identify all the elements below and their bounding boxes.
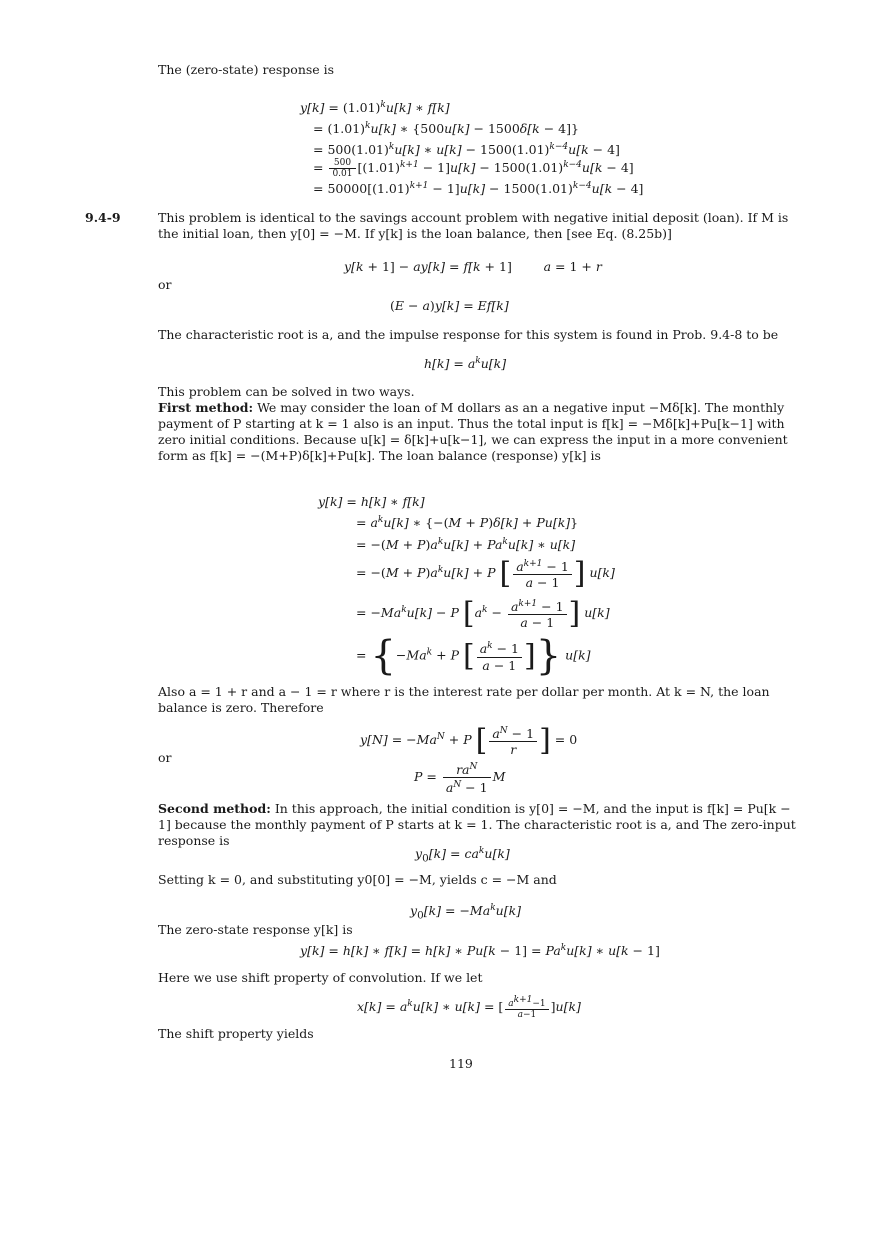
eq-loan-line-3: = $-(M + P)a^ku[k] + Pa^ku[k]$ ∗ u[k] (356, 537, 576, 553)
second-method-text: In this approach, the initial condition is y[0] = −M, and the input is f[k] = Pu[k − 1] because the monthly payment of P starts at k = 1. The characteristic root is a, and The zero-input response is (158, 801, 796, 848)
equation-zero-input-result: $y_0[k] = -Ma^ku[k]$ (410, 903, 522, 922)
equation-payment: P = $\frac{ra^N}{a^N - 1}$ M (414, 762, 506, 796)
first-method-text: We may consider the loan of M dollars as an a negative input −Mδ[k]. The monthly payment of P starting at k = 1 also is an input. Thus the total input is f[k] = −Mδ[k]+Pu[k−1] with zero initial conditions. Because u[k] = δ[k]+u[k−1], we can express the input in a more convenient form as f[k] = −(M+P)δ[k]+Pu[k]. The loan balance (response) y[k] is (158, 400, 788, 463)
problem-text: This problem is identical to the savings account problem with negative initial deposit (loan). If M is the initial loan, then y[0] = −M. If y[k] is the loan balance, then [see Eq. (8.25b)] (158, 210, 789, 241)
paragraph-char-root: The characteristic root is a, and the impulse response for this system is found in Prob. 9.4-8 to be (158, 327, 779, 342)
or-label-1: or (158, 277, 172, 292)
paragraph-setting: Setting k = 0, and substituting y0[0] = −M, yields c = −M and (158, 872, 557, 887)
paragraph-shift: Here we use shift property of convolution. If we let (158, 970, 483, 985)
eq-loan-line-1: y[k] = h[k] ∗ f[k] (318, 494, 425, 509)
paragraph-shift-yields: The shift property yields (158, 1026, 314, 1041)
problem-number: 9.4-9 (85, 210, 121, 225)
equation-yN: $y[N] = -Ma^N + P$ [ $\frac{a^N - 1}{r}$ ] = 0 (360, 723, 578, 758)
page-number: 119 (449, 1056, 473, 1071)
paragraph-zero-state: The zero-state response y[k] is (158, 922, 353, 937)
eq-ystate-line-3: = $500(1.01)^ku[k]$ ∗ $u[k] - 1500(1.01)^{k-4}u[k - 4]$ (313, 142, 620, 158)
first-method-label: First method: (158, 400, 254, 415)
eq-loan-line-4: = $-(M + P)a^ku[k] + P$ [ $\frac{a^{k+1} - 1}{a - 1}$ ] u[k] (356, 556, 615, 591)
eq-loan-line-2: = $a^ku[k]$ ∗ {−(M + P)δ[k] + Pu[k]} (356, 515, 579, 531)
eq-ystate-line-4: = $\frac{500}{0.01}$ $[(1.01)^{k+1} - 1]u[k] - 1500(1.01)^{k-4}u[k - 4]$ (313, 158, 634, 179)
paragraph-second-method (158, 801, 798, 849)
equation-zero-input: $y_0[k] = ca^ku[k]$ (415, 846, 510, 865)
or-label-2: or (158, 750, 172, 765)
equation-operator: (E − a)y[k] = Ef[k] (390, 298, 509, 313)
equation-difference: y[k + 1] − ay[k] = f[k + 1] a = 1 + r (344, 259, 602, 274)
equation-impulse: $h[k] = a^ku[k]$ (424, 356, 507, 372)
intro-text: The (zero-state) response is (158, 62, 335, 77)
equation-x: $x[k] = a^ku[k]$ ∗ u[k] = [ $\frac{a^{k+1}-1}{a-1}$ ]u[k] (357, 995, 581, 1020)
eq-ystate-line-1: $y[k] = (1.01)^ku[k]$ ∗ f[k] (300, 100, 450, 116)
paragraph-first-method (158, 400, 798, 464)
equation-zero-state-response: y[k] = h[k] ∗ f[k] = h[k] ∗ $Pu[k - 1] = Pa^ku[k]$ ∗ u[k − 1] (300, 943, 660, 959)
eq-ystate-line-2: = $(1.01)^ku[k]$ ∗ {500u[k] − 1500δ[k − 4]} (313, 121, 579, 137)
paragraph-also: Also a = 1 + r and a − 1 = r where r is the interest rate per dollar per month. At k = N, the loan balance is zero. Therefore (158, 684, 770, 715)
second-method-label: Second method: (158, 801, 271, 816)
eq-loan-line-6: = {$-Ma^k + P$ [ $\frac{a^k - 1}{a - 1}$ ]} u[k] (356, 633, 591, 679)
eq-loan-line-5: = $-Ma^ku[k] - P$ [$a^k$ − $\frac{a^{k+1} - 1}{a - 1}$ ] u[k] (356, 596, 610, 631)
eq-ystate-line-5: = $50000[(1.01)^{k+1} - 1]u[k] - 1500(1.01)^{k-4}u[k - 4]$ (313, 181, 644, 197)
paragraph-two-ways: This problem can be solved in two ways. (158, 384, 415, 399)
